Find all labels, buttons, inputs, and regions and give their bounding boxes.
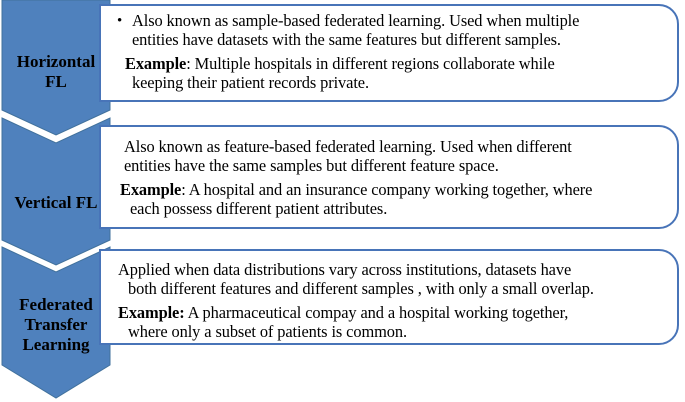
description-box-vertical-fl bbox=[99, 125, 679, 229]
label-horizontal-fl bbox=[0, 52, 112, 92]
example-text: : Multiple hospitals in different regions collaborate while bbox=[186, 54, 555, 73]
example-text: A pharmaceutical compay and a hospital working together, bbox=[184, 303, 569, 322]
chevron-shape-2 bbox=[2, 118, 110, 265]
example-line: each possess different patient attributes. bbox=[130, 199, 388, 218]
label-line: Horizontal bbox=[16, 52, 96, 71]
example-line: where only a subset of patients is common. bbox=[128, 322, 407, 341]
label-vertical-fl bbox=[0, 193, 112, 213]
description-line: Applied when data distributions vary across institutions, datasets have bbox=[118, 260, 572, 279]
example-label: Example bbox=[120, 180, 182, 199]
example-line bbox=[120, 180, 592, 199]
description-box-federated-transfer-learning bbox=[99, 249, 679, 345]
description-line: Also known as feature-based federated learning. Used when different bbox=[124, 137, 572, 156]
label-line: Transfer bbox=[24, 315, 88, 334]
description-box-horizontal-fl bbox=[99, 4, 679, 102]
description-line: entities have the same samples but different feature space. bbox=[124, 156, 499, 175]
label-line: Federated bbox=[19, 295, 93, 314]
label-federated-transfer-learning bbox=[0, 295, 112, 355]
example-line: keeping their patient records private. bbox=[132, 73, 369, 92]
bullet-icon: • bbox=[117, 13, 123, 29]
description-line: both different features and different samples , with only a small overlap. bbox=[128, 279, 594, 298]
example-line bbox=[125, 54, 555, 73]
label-line: Learning bbox=[22, 335, 90, 354]
example-label: Example: bbox=[118, 303, 185, 322]
example-line bbox=[118, 303, 568, 322]
example-text: : A hospital and an insurance company working together, where bbox=[181, 180, 593, 199]
description-line: entities have datasets with the same features but different samples. bbox=[132, 30, 561, 49]
description-line: Also known as sample-based federated learning. Used when multiple bbox=[132, 11, 580, 30]
label-line: Vertical FL bbox=[14, 193, 98, 212]
label-line: FL bbox=[45, 72, 67, 91]
example-label: Example bbox=[125, 54, 187, 73]
